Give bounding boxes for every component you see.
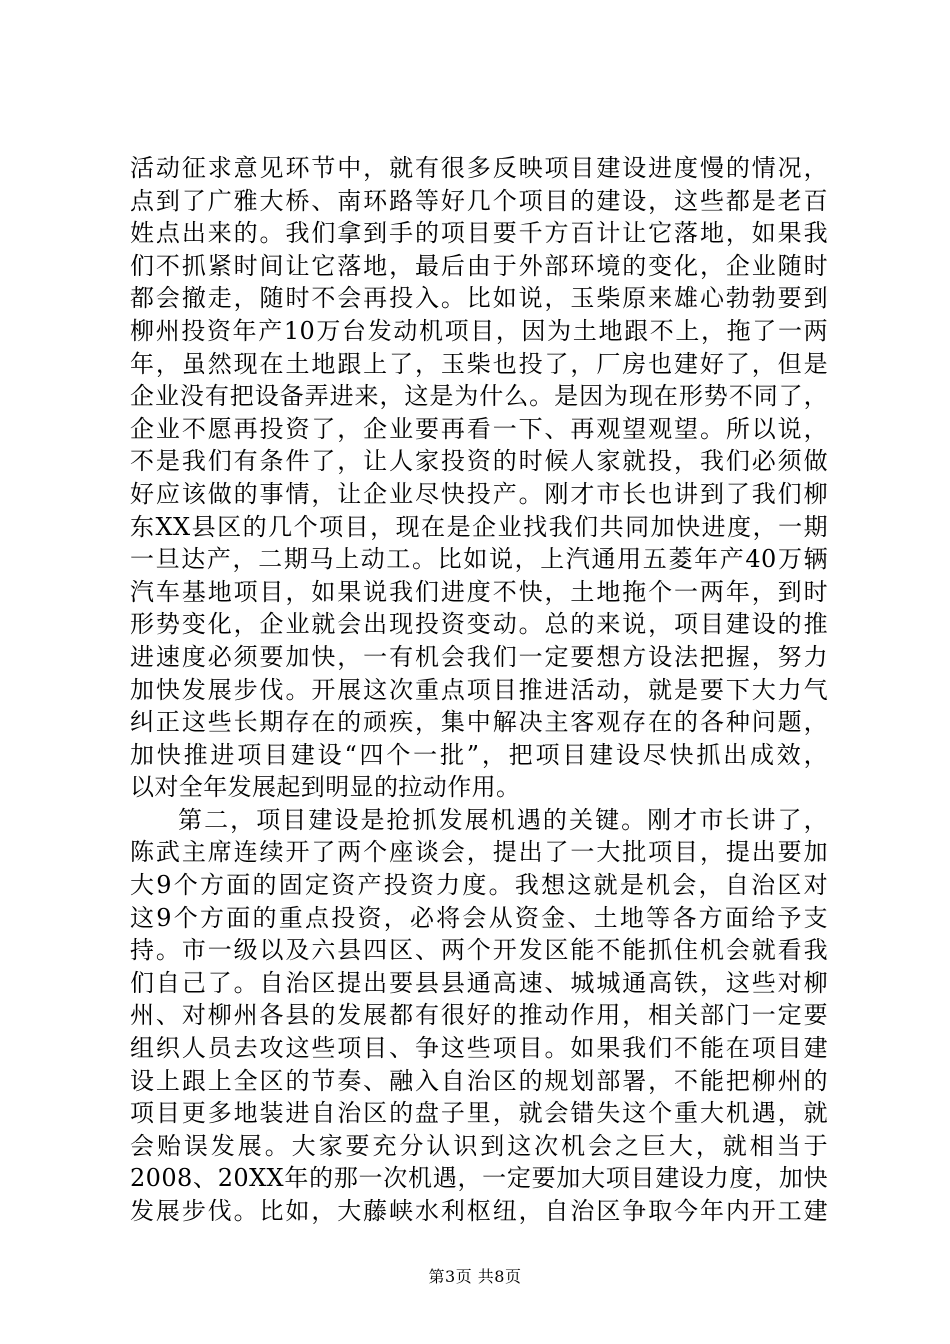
text-line: 东XX县区的几个项目，现在是企业找我们共同加快进度，一期 xyxy=(130,512,828,541)
text-line: 持。市一级以及六县四区、两个开发区能不能抓住机会就看我 xyxy=(130,936,828,965)
text-line: 设上跟上全区的节奏、融入自治区的规划部署，不能把柳州的 xyxy=(130,1066,828,1095)
text-line: 一旦达产，二期马上动工。比如说，上汽通用五菱年产40万辆 xyxy=(130,545,828,574)
text-line: 纠正这些长期存在的顽疾，集中解决主客观存在的各种问题， xyxy=(130,708,828,737)
text-line: 州、对柳州各县的发展都有很好的推动作用，相关部门一定要 xyxy=(130,1001,828,1030)
text-line: 2008、20XX年的那一次机遇，一定要加大项目建设力度，加快 xyxy=(130,1164,828,1193)
text-line: 好应该做的事情，让企业尽快投产。刚才市长也讲到了我们柳 xyxy=(130,479,828,508)
text-line: 组织人员去攻这些项目、争这些项目。如果我们不能在项目建 xyxy=(130,1034,828,1063)
text-line: 都会撤走，随时不会再投入。比如说，玉柴原来雄心勃勃要到 xyxy=(130,284,828,313)
text-line: 柳州投资年产10万台发动机项目，因为土地跟不上，拖了一两 xyxy=(130,316,828,345)
paragraph-end-line: 以对全年发展起到明显的拉动作用。 xyxy=(130,773,521,802)
text-line: 陈武主席连续开了两个座谈会，提出了一大批项目，提出要加 xyxy=(130,838,828,867)
text-line: 不是我们有条件了，让人家投资的时候人家就投，我们必须做 xyxy=(130,447,828,476)
text-line: 点到了广雅大桥、南环路等好几个项目的建设，这些都是老百 xyxy=(130,186,828,215)
text-line: 项目更多地装进自治区的盘子里，就会错失这个重大机遇，就 xyxy=(130,1099,828,1128)
paragraph-start-line: 第二，项目建设是抢抓发展机遇的关键。刚才市长讲了， xyxy=(178,805,828,834)
page-number-footer: 第3页 共8页 xyxy=(428,1267,522,1286)
text-line: 们自己了。自治区提出要县县通高速、城城通高铁，这些对柳 xyxy=(130,968,828,997)
text-line: 姓点出来的。我们拿到手的项目要千方百计让它落地，如果我 xyxy=(130,219,828,248)
text-line: 加快推进项目建设“四个一批”，把项目建设尽快抓出成效， xyxy=(130,740,828,769)
text-line: 加快发展步伐。开展这次重点项目推进活动，就是要下大力气 xyxy=(130,675,828,704)
text-line: 汽车基地项目，如果说我们进度不快，土地拖个一两年，到时 xyxy=(130,577,828,606)
text-line: 大9个方面的固定资产投资力度。我想这就是机会，自治区对 xyxy=(130,871,828,900)
text-line: 企业没有把设备弄进来，这是为什么。是因为现在形势不同了， xyxy=(130,382,828,411)
text-line: 活动征求意见环节中，就有很多反映项目建设进度慢的情况， xyxy=(130,154,828,182)
text-line: 企业不愿再投资了，企业要再看一下、再观望观望。所以说， xyxy=(130,414,828,443)
text-line: 进速度必须要加快，一有机会我们一定要想方设法把握，努力 xyxy=(130,642,828,671)
text-line: 们不抓紧时间让它落地，最后由于外部环境的变化，企业随时 xyxy=(130,251,828,280)
text-line: 年，虽然现在土地跟上了，玉柴也投了，厂房也建好了，但是 xyxy=(130,349,828,378)
text-line: 会贻误发展。大家要充分认识到这次机会之巨大，就相当于 xyxy=(130,1131,828,1160)
body-text xyxy=(130,152,828,1228)
text-line: 形势变化，企业就会出现投资变动。总的来说，项目建设的推 xyxy=(130,610,828,639)
text-line: 发展步伐。比如，大藤峡水利枢纽，自治区争取今年内开工建 xyxy=(130,1197,828,1225)
text-line: 这9个方面的重点投资，必将会从资金、土地等各方面给予支 xyxy=(130,903,828,932)
